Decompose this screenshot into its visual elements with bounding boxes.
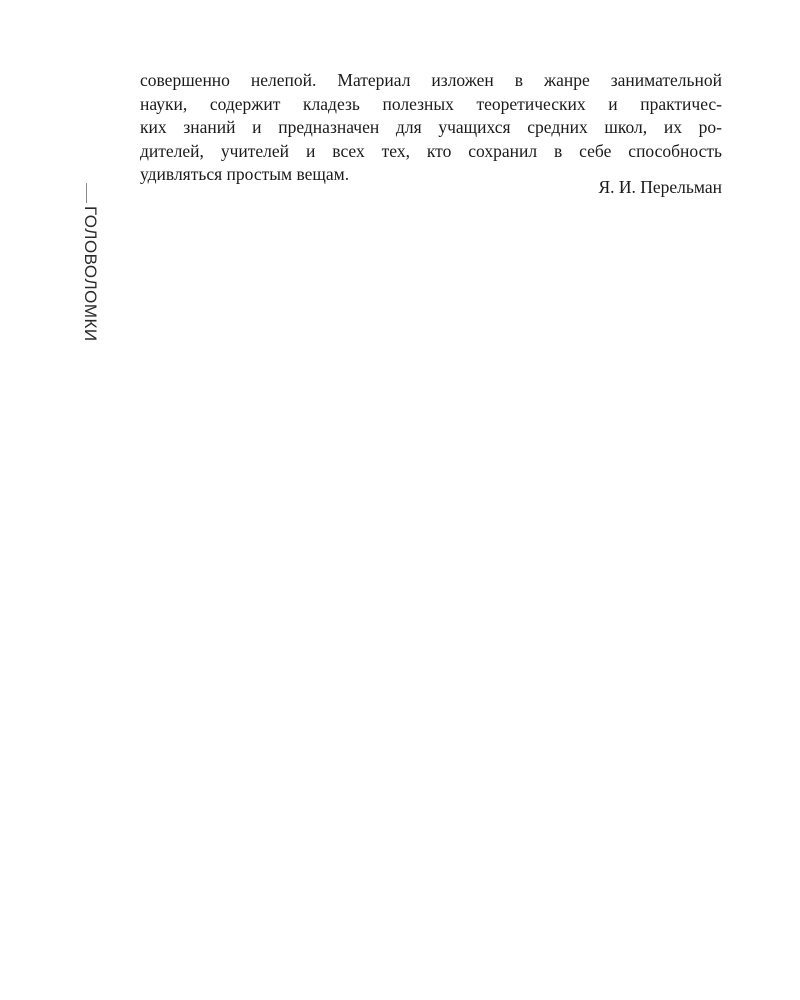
author-signature: Я. И. Перельман bbox=[598, 177, 722, 197]
text-line: дителей, учителей и всех тех, кто сохранил в себе способность bbox=[140, 140, 722, 161]
text-line: совершенно нелепой. Материал изложен в жанре занимательной bbox=[140, 70, 722, 90]
body-paragraph bbox=[140, 69, 722, 187]
side-divider bbox=[86, 183, 87, 203]
text-line: удивляться простым вещам. bbox=[140, 164, 350, 185]
text-line: науки, содержит кладезь полезных теоретических и практичес- bbox=[140, 93, 722, 114]
running-head-vertical: ГОЛОВОЛОМКИ bbox=[81, 206, 100, 342]
text-line: ких знаний и предназначен для учащихся средних школ, их ро- bbox=[140, 117, 722, 138]
